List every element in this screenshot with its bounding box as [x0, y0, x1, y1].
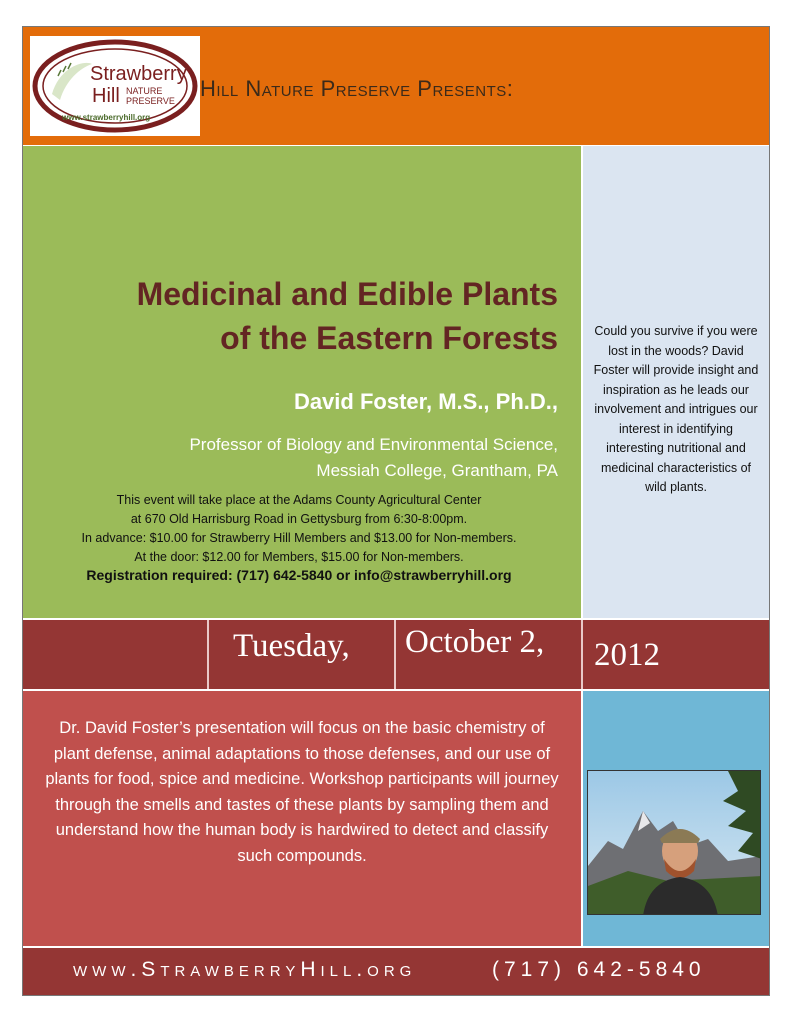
- strawberry-hill-logo: [30, 36, 200, 136]
- event-description: Dr. David Foster’s presentation will focus on the basic chemistry of plant defense, animal adaptations to those defenses, and our use of plants for food, spice and medicine. Workshop participants will journey through the smells and tastes of these plants by sampling them and understand how the human body is hardwired to detect and classify such compounds.: [45, 719, 559, 865]
- registration-info: Registration required: (717) 642-5840 or info@strawberryhill.org: [86, 567, 512, 583]
- date-year: 2012: [594, 637, 660, 673]
- presents-heading: Hill Nature Preserve Presents:: [200, 76, 514, 101]
- svg-text:Strawberry: Strawberry: [90, 63, 187, 85]
- affiliation-line1: Professor of Biology and Environmental Science,: [189, 435, 558, 454]
- speaker-affiliation: [30, 432, 558, 484]
- details-line2: at 670 Old Harrisburg Road in Gettysburg from 6:30-8:00pm.: [130, 512, 468, 526]
- date-day: Tuesday,: [233, 628, 350, 664]
- speaker-name: David Foster, M.S., Ph.D.,: [293, 389, 558, 414]
- svg-text:NATURE: NATURE: [126, 86, 163, 96]
- svg-text:PRESERVE: PRESERVE: [126, 96, 175, 106]
- footer-website: www.StrawberryHill.org: [73, 958, 417, 981]
- speaker-photo: [587, 770, 761, 915]
- svg-text:Hill: Hill: [92, 85, 120, 107]
- event-title-line2: of the Eastern Forests: [220, 320, 558, 356]
- footer-phone: (717) 642-5840: [492, 958, 706, 981]
- event-details: [40, 491, 558, 567]
- details-line1: This event will take place at the Adams County Agricultural Center: [116, 493, 482, 507]
- date-divider: [581, 620, 583, 689]
- svg-text:www.strawberryhill.org: www.strawberryhill.org: [62, 113, 151, 122]
- event-title-line1: Medicinal and Edible Plants: [136, 276, 558, 312]
- details-line4: At the door: $12.00 for Members, $15.00 for Non-members.: [134, 550, 464, 564]
- event-title: [30, 272, 558, 360]
- details-line3: In advance: $10.00 for Strawberry Hill Members and $13.00 for Non-members.: [81, 531, 517, 545]
- date-divider: [394, 620, 396, 689]
- affiliation-line2: Messiah College, Grantham, PA: [316, 461, 558, 480]
- sidebar-blurb: Could you survive if you were lost in the woods? David Foster will provide insight and inspiration as he leads our involvement and intrigues our interest in identifying interesting nutritional and medicinal characteristics of wild plants.: [593, 324, 759, 494]
- date-divider: [207, 620, 209, 689]
- date-month-day: October 2,: [405, 624, 545, 660]
